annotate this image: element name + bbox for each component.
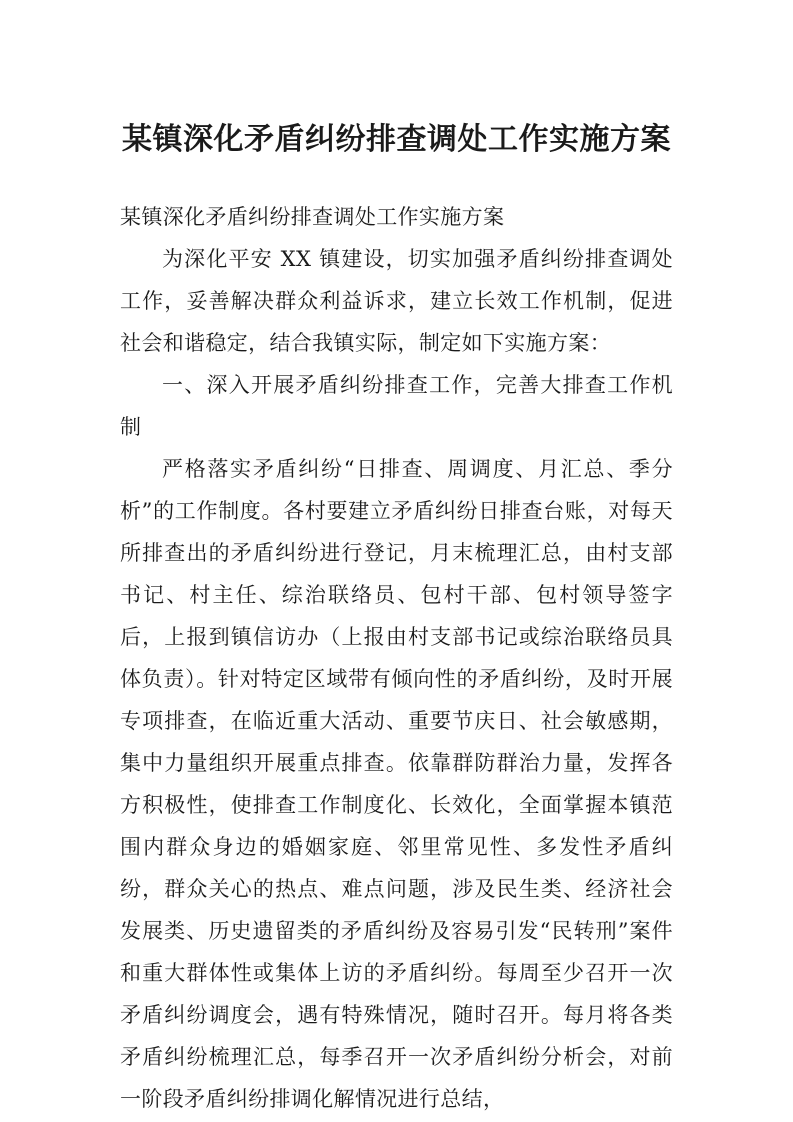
document-content [120, 120, 673, 1120]
document-subtitle: 某镇深化矛盾纠纷排查调处工作实施方案 [120, 205, 505, 229]
paragraph-body: 严格落实矛盾纠纷“日排查、周调度、月汇总、季分析”的工作制度。各村要建立矛盾纠纷日排查台账，对每天所排查出的矛盾纠纷进行登记，月末梳理汇总，由村支部书记、村主任、综治联络员、包村干部、包村领导签字后，上报到镇信访办（上报由村支部书记或综治联络员具体负责）。针对特定区域带有倾向性的矛盾纠纷，及时开展专项排查，在临近重大活动、重要节庆日、社会敏感期，集中力量组织开展重点排查。依靠群防群治力量，发挥各方积极性，使排查工作制度化、长效化，全面掌握本镇范围内群众身边的婚姻家庭、邻里常见性、多发性矛盾纠纷，群众关心的热点、难点问题，涉及民生类、经济社会发展类、历史遗留类的矛盾纠纷及容易引发“民转刑”案件和重大群体性或集体上访的矛盾纠纷。每周至少召开一次矛盾纠纷调度会，遇有特殊情况，随时召开。每月将各类矛盾纠纷梳理汇总，每季召开一次矛盾纠纷分析会，对前一阶段矛盾纠纷排调化解情况进行总结， [120, 457, 673, 1111]
section-heading-one: 一、深入开展矛盾纠纷排查工作，完善大排查工作机制 [120, 373, 673, 439]
document-title: 某镇深化矛盾纠纷排查调处工作实施方案 [122, 122, 671, 157]
paragraph-intro: 为深化平安 XX 镇建设，切实加强矛盾纠纷排查调处工作，妥善解决群众利益诉求，建立长效工作机制，促进社会和谐稳定，结合我镇实际，制定如下实施方案： [120, 247, 673, 355]
